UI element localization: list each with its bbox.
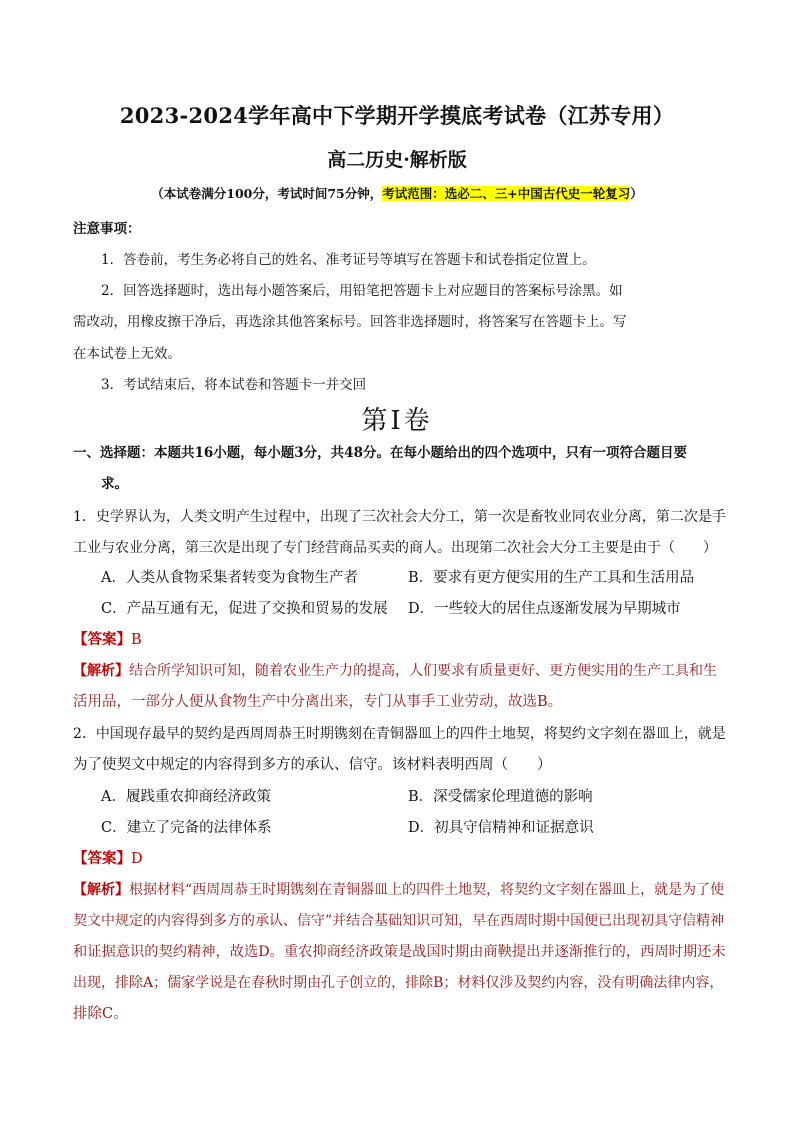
q2-option-c: C．建立了完备的法律体系 [101, 820, 272, 836]
q2-option-d: D．初具守信精神和证据意识 [408, 820, 594, 836]
meta-scope-highlight: 考试范围：选必二、三+中国古代史一轮复习 [382, 186, 631, 201]
q1-stem-line2: 工业与农业分离，第三次是出现了专门经营商品买卖的商人。出现第二次社会大分工主要是由于（ ） [73, 540, 717, 556]
q1-answer-value: B [131, 632, 142, 648]
notice-item-2: 2．回答选择题时，选出每小题答案后，用铅笔把答题卡上对应题目的答案标号涂黑。如 [101, 283, 623, 299]
q2-analysis-text1: 根据材料“西周周恭王时期镌刻在青铜器皿上的四件土地契，将契约文字刻在器皿上，就是为了使 [129, 882, 725, 898]
q1-analysis-line2: 活用品，一部分人便从食物生产中分离出来，专门从事手工业劳动，故选B。 [73, 694, 563, 710]
q2-analysis-line3: 和证据意识的契约精神，故选D。重农抑商经济政策是战国时期由商鞅提出并逐渐推行的，西周时期还未 [73, 944, 726, 960]
section-title: 第Ⅰ卷 [361, 406, 433, 436]
exam-meta [0, 184, 794, 202]
q2-analysis-tag: 【解析】 [73, 882, 129, 898]
q1-analysis-tag: 【解析】 [73, 663, 129, 679]
q1-analysis-line1 [73, 661, 717, 681]
q2-answer [73, 849, 143, 869]
meta-prefix: （本试卷满分100分，考试时间75分钟， [151, 186, 383, 201]
q1-answer [73, 630, 142, 650]
meta-suffix: ） [630, 186, 643, 201]
q1-answer-tag: 【答案】 [73, 631, 131, 648]
q2-stem-line2: 为了使契文中规定的内容得到多方的承认、信守。该材料表明西周（ ） [73, 757, 552, 773]
q2-answer-tag: 【答案】 [73, 850, 131, 867]
notice-item-3: 3．考试结束后，将本试卷和答题卡一并交回 [101, 377, 367, 393]
part1-intro-cont: 求。 [101, 476, 128, 492]
notice-heading: 注意事项： [73, 221, 141, 237]
q2-analysis-line1 [73, 880, 724, 900]
q2-analysis-line2: 契文中规定的内容得到多方的承认、信守”并结合基础知识可知，早在西周时期中国便已出现初具守信精神 [73, 913, 725, 929]
q2-answer-value: D [131, 851, 143, 867]
q1-option-a: A．人类从食物采集者转变为食物生产者 [101, 570, 358, 586]
notice-item-2-cont: 需改动，用橡皮擦干净后，再选涂其他答案标号。回答非选择题时，将答案写在答题卡上。写 [73, 314, 627, 330]
q2-option-b: B．深受儒家伦理道德的影响 [408, 789, 593, 805]
part1-intro: 一、选择题：本题共16小题，每小题3分，共48分。在每小题给出的四个选项中，只有一项符合题目要 [73, 445, 687, 461]
q2-analysis-line5: 排除C。 [73, 1006, 128, 1022]
notice-item-1: 1．答卷前，考生务必将自己的姓名、准考证号等填写在答题卡和试卷指定位置上。 [101, 252, 596, 268]
q1-stem-line1: 1．史学界认为，人类文明产生过程中，出现了三次社会大分工，第一次是畜牧业同农业分离，第二次是手 [73, 509, 726, 525]
q1-option-c: C．产品互通有无，促进了交换和贸易的发展 [101, 601, 388, 617]
q1-option-d: D．一些较大的居住点逐渐发展为早期城市 [408, 601, 681, 617]
q2-stem-line1: 2．中国现存最早的契约是西周周恭王时期镌刻在青铜器皿上的四件土地契，将契约文字刻在器皿上，就是 [73, 726, 726, 742]
exam-title: 2023-2024学年高中下学期开学摸底考试卷（江苏专用） [119, 103, 675, 128]
q1-analysis-text1: 结合所学知识可知，随着农业生产力的提高，人们要求有质量更好、更方便实用的生产工具和生 [129, 663, 717, 679]
exam-subtitle: 高二历史·解析版 [327, 149, 467, 171]
notice-item-2-end: 在本试卷上无效。 [73, 346, 181, 362]
q2-analysis-line4: 出现，排除A；儒家学说是在春秋时期由孔子创立的，排除B；材料仅涉及契约内容，没有明确法律内容， [73, 975, 724, 991]
q2-option-a: A．履践重农抑商经济政策 [101, 789, 271, 805]
q1-option-b: B．要求有更方便实用的生产工具和生活用品 [408, 570, 695, 586]
